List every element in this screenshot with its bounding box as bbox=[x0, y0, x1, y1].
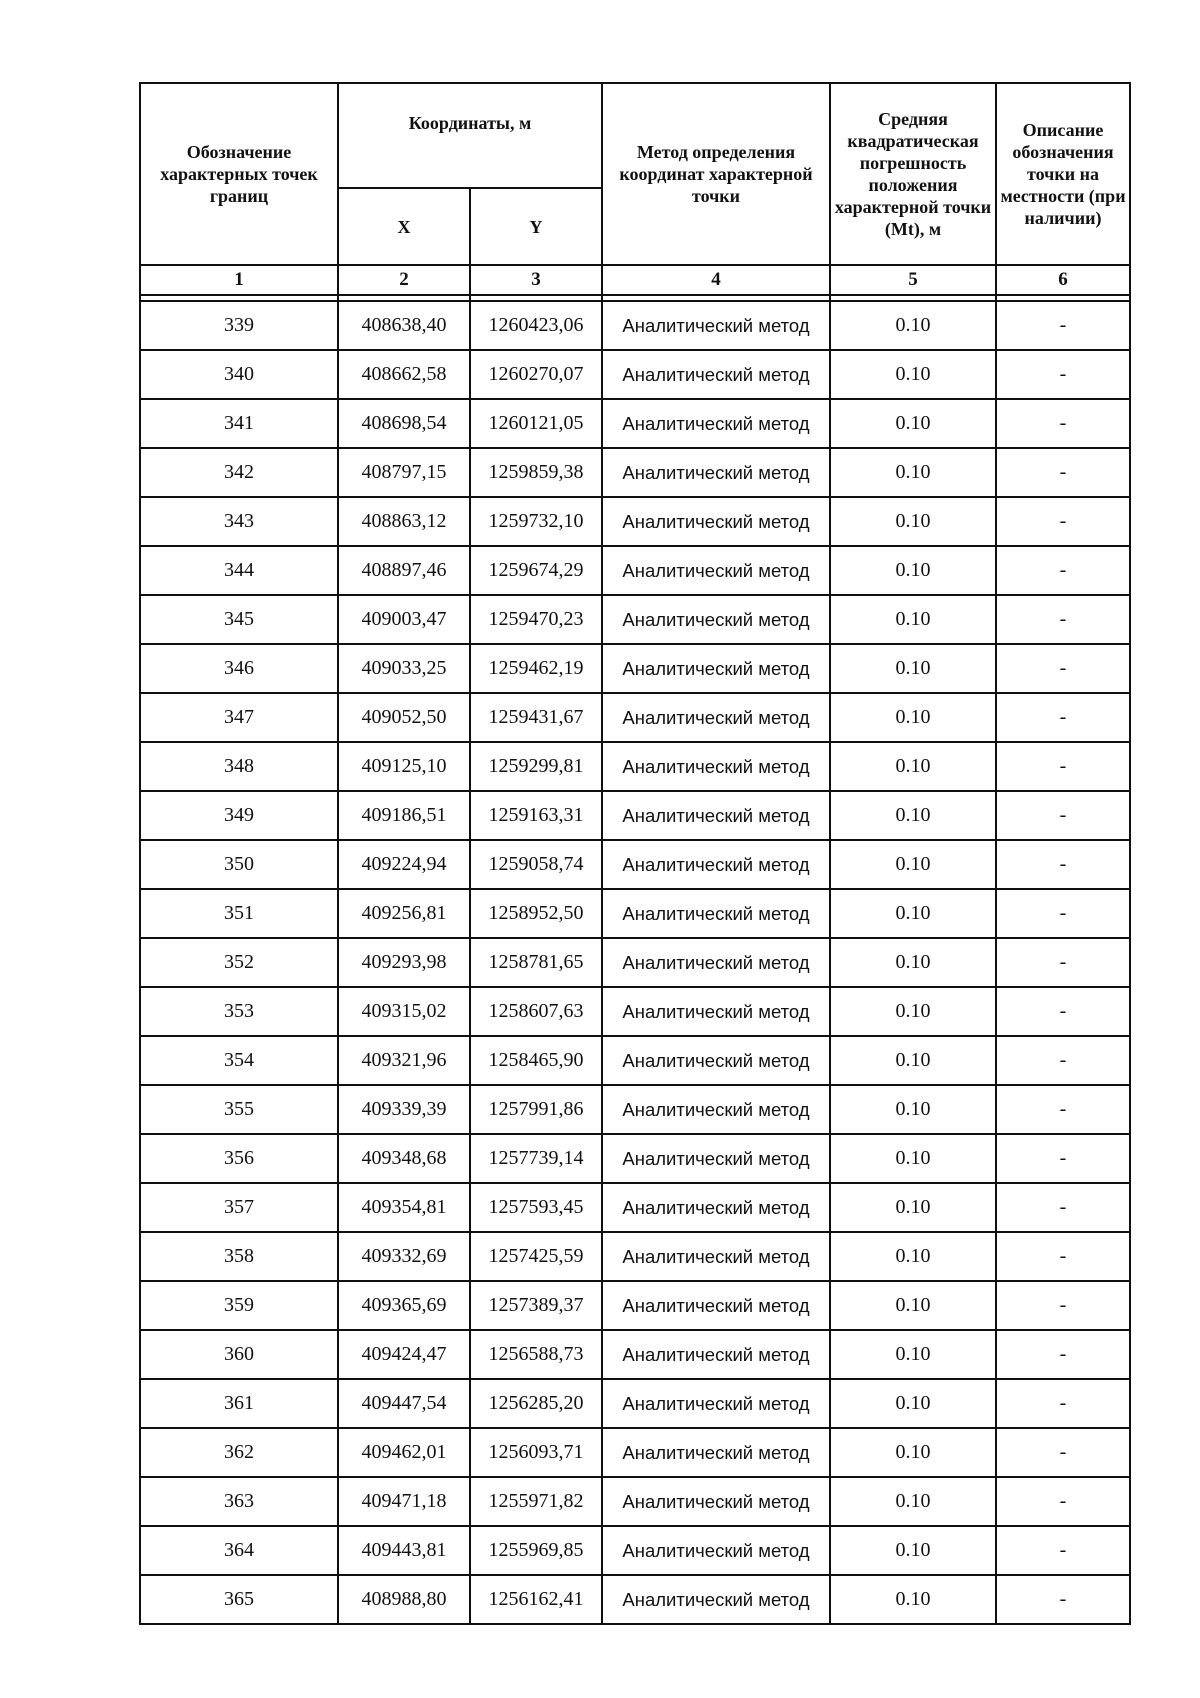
table-row bbox=[140, 1085, 1130, 1134]
method-cell: Аналитический метод bbox=[602, 791, 830, 840]
error-value-cell: 0.10 bbox=[830, 1085, 996, 1134]
description-cell: - bbox=[996, 301, 1130, 350]
method-cell: Аналитический метод bbox=[602, 644, 830, 693]
y-coordinate-cell: 1259163,31 bbox=[470, 791, 602, 840]
x-coordinate-cell: 409321,96 bbox=[338, 1036, 470, 1085]
method-cell: Аналитический метод bbox=[602, 1428, 830, 1477]
method-cell: Аналитический метод bbox=[602, 1379, 830, 1428]
header-point-description: Описание обозначения точки на местности (при наличии) bbox=[996, 83, 1130, 265]
table-row bbox=[140, 1232, 1130, 1281]
description-cell: - bbox=[996, 595, 1130, 644]
description-cell: - bbox=[996, 1232, 1130, 1281]
description-cell: - bbox=[996, 840, 1130, 889]
y-coordinate-cell: 1258607,63 bbox=[470, 987, 602, 1036]
table-row bbox=[140, 987, 1130, 1036]
x-coordinate-cell: 409471,18 bbox=[338, 1477, 470, 1526]
column-number: 1 bbox=[140, 265, 338, 295]
description-cell: - bbox=[996, 1183, 1130, 1232]
x-coordinate-cell: 409424,47 bbox=[338, 1330, 470, 1379]
method-cell: Аналитический метод bbox=[602, 1281, 830, 1330]
x-coordinate-cell: 409256,81 bbox=[338, 889, 470, 938]
description-cell: - bbox=[996, 399, 1130, 448]
description-cell: - bbox=[996, 1526, 1130, 1575]
method-cell: Аналитический метод bbox=[602, 301, 830, 350]
y-coordinate-cell: 1260423,06 bbox=[470, 301, 602, 350]
point-number-cell: 365 bbox=[140, 1575, 338, 1624]
error-value-cell: 0.10 bbox=[830, 1134, 996, 1183]
y-coordinate-cell: 1259674,29 bbox=[470, 546, 602, 595]
method-cell: Аналитический метод bbox=[602, 889, 830, 938]
table-row bbox=[140, 1036, 1130, 1085]
description-cell: - bbox=[996, 1134, 1130, 1183]
method-cell: Аналитический метод bbox=[602, 693, 830, 742]
y-coordinate-cell: 1258952,50 bbox=[470, 889, 602, 938]
header-y: Y bbox=[470, 188, 602, 265]
y-coordinate-cell: 1259431,67 bbox=[470, 693, 602, 742]
method-cell: Аналитический метод bbox=[602, 1134, 830, 1183]
x-coordinate-cell: 409125,10 bbox=[338, 742, 470, 791]
error-value-cell: 0.10 bbox=[830, 693, 996, 742]
x-coordinate-cell: 409315,02 bbox=[338, 987, 470, 1036]
x-coordinate-cell: 409462,01 bbox=[338, 1428, 470, 1477]
y-coordinate-cell: 1257593,45 bbox=[470, 1183, 602, 1232]
table-row bbox=[140, 693, 1130, 742]
table-row bbox=[140, 399, 1130, 448]
header-coordinates: Координаты, м bbox=[338, 83, 602, 188]
error-value-cell: 0.10 bbox=[830, 1281, 996, 1330]
x-coordinate-cell: 409354,81 bbox=[338, 1183, 470, 1232]
method-cell: Аналитический метод bbox=[602, 938, 830, 987]
y-coordinate-cell: 1258465,90 bbox=[470, 1036, 602, 1085]
point-number-cell: 354 bbox=[140, 1036, 338, 1085]
description-cell: - bbox=[996, 1330, 1130, 1379]
x-coordinate-cell: 408897,46 bbox=[338, 546, 470, 595]
table-row bbox=[140, 889, 1130, 938]
table-row bbox=[140, 448, 1130, 497]
description-cell: - bbox=[996, 791, 1130, 840]
point-number-cell: 364 bbox=[140, 1526, 338, 1575]
error-value-cell: 0.10 bbox=[830, 1379, 996, 1428]
x-coordinate-cell: 409293,98 bbox=[338, 938, 470, 987]
x-coordinate-cell: 409186,51 bbox=[338, 791, 470, 840]
table-row bbox=[140, 546, 1130, 595]
error-value-cell: 0.10 bbox=[830, 644, 996, 693]
description-cell: - bbox=[996, 1477, 1130, 1526]
description-cell: - bbox=[996, 350, 1130, 399]
description-cell: - bbox=[996, 889, 1130, 938]
error-value-cell: 0.10 bbox=[830, 497, 996, 546]
method-cell: Аналитический метод bbox=[602, 399, 830, 448]
description-cell: - bbox=[996, 742, 1130, 791]
point-number-cell: 362 bbox=[140, 1428, 338, 1477]
point-number-cell: 352 bbox=[140, 938, 338, 987]
point-number-cell: 358 bbox=[140, 1232, 338, 1281]
y-coordinate-cell: 1257389,37 bbox=[470, 1281, 602, 1330]
method-cell: Аналитический метод bbox=[602, 840, 830, 889]
error-value-cell: 0.10 bbox=[830, 448, 996, 497]
table-row bbox=[140, 1183, 1130, 1232]
table-row bbox=[140, 742, 1130, 791]
error-value-cell: 0.10 bbox=[830, 938, 996, 987]
description-cell: - bbox=[996, 693, 1130, 742]
description-cell: - bbox=[996, 938, 1130, 987]
point-number-cell: 353 bbox=[140, 987, 338, 1036]
point-number-cell: 340 bbox=[140, 350, 338, 399]
error-value-cell: 0.10 bbox=[830, 1036, 996, 1085]
error-value-cell: 0.10 bbox=[830, 889, 996, 938]
x-coordinate-cell: 409332,69 bbox=[338, 1232, 470, 1281]
point-number-cell: 357 bbox=[140, 1183, 338, 1232]
table-row bbox=[140, 497, 1130, 546]
description-cell: - bbox=[996, 644, 1130, 693]
description-cell: - bbox=[996, 1575, 1130, 1624]
method-cell: Аналитический метод bbox=[602, 350, 830, 399]
table-row bbox=[140, 1330, 1130, 1379]
table-row bbox=[140, 1134, 1130, 1183]
point-number-cell: 349 bbox=[140, 791, 338, 840]
y-coordinate-cell: 1259859,38 bbox=[470, 448, 602, 497]
method-cell: Аналитический метод bbox=[602, 1526, 830, 1575]
x-coordinate-cell: 408662,58 bbox=[338, 350, 470, 399]
error-value-cell: 0.10 bbox=[830, 399, 996, 448]
x-coordinate-cell: 409224,94 bbox=[338, 840, 470, 889]
method-cell: Аналитический метод bbox=[602, 1085, 830, 1134]
description-cell: - bbox=[996, 1379, 1130, 1428]
column-number: 5 bbox=[830, 265, 996, 295]
description-cell: - bbox=[996, 1428, 1130, 1477]
column-number: 4 bbox=[602, 265, 830, 295]
point-number-cell: 345 bbox=[140, 595, 338, 644]
y-coordinate-cell: 1257739,14 bbox=[470, 1134, 602, 1183]
y-coordinate-cell: 1259299,81 bbox=[470, 742, 602, 791]
table-row bbox=[140, 1477, 1130, 1526]
y-coordinate-cell: 1259462,19 bbox=[470, 644, 602, 693]
x-coordinate-cell: 409348,68 bbox=[338, 1134, 470, 1183]
header-mean-square-error: Средняя квадратическая погрешность положения характерной точки (Mt), м bbox=[830, 83, 996, 265]
table-row bbox=[140, 350, 1130, 399]
x-coordinate-cell: 409052,50 bbox=[338, 693, 470, 742]
y-coordinate-cell: 1259732,10 bbox=[470, 497, 602, 546]
header-method: Метод определения координат характерной точки bbox=[602, 83, 830, 265]
y-coordinate-cell: 1260121,05 bbox=[470, 399, 602, 448]
x-coordinate-cell: 408988,80 bbox=[338, 1575, 470, 1624]
method-cell: Аналитический метод bbox=[602, 1330, 830, 1379]
y-coordinate-cell: 1257425,59 bbox=[470, 1232, 602, 1281]
table-row bbox=[140, 1575, 1130, 1624]
error-value-cell: 0.10 bbox=[830, 1428, 996, 1477]
method-cell: Аналитический метод bbox=[602, 1575, 830, 1624]
error-value-cell: 0.10 bbox=[830, 1183, 996, 1232]
error-value-cell: 0.10 bbox=[830, 1477, 996, 1526]
point-number-cell: 360 bbox=[140, 1330, 338, 1379]
table-body bbox=[140, 295, 1130, 1624]
x-coordinate-cell: 409339,39 bbox=[338, 1085, 470, 1134]
point-number-cell: 347 bbox=[140, 693, 338, 742]
header-x: X bbox=[338, 188, 470, 265]
y-coordinate-cell: 1256093,71 bbox=[470, 1428, 602, 1477]
error-value-cell: 0.10 bbox=[830, 987, 996, 1036]
error-value-cell: 0.10 bbox=[830, 1232, 996, 1281]
method-cell: Аналитический метод bbox=[602, 1232, 830, 1281]
error-value-cell: 0.10 bbox=[830, 595, 996, 644]
x-coordinate-cell: 408638,40 bbox=[338, 301, 470, 350]
y-coordinate-cell: 1256162,41 bbox=[470, 1575, 602, 1624]
point-number-cell: 339 bbox=[140, 301, 338, 350]
description-cell: - bbox=[996, 1281, 1130, 1330]
description-cell: - bbox=[996, 546, 1130, 595]
table-row bbox=[140, 938, 1130, 987]
point-number-cell: 342 bbox=[140, 448, 338, 497]
column-number: 3 bbox=[470, 265, 602, 295]
x-coordinate-cell: 409447,54 bbox=[338, 1379, 470, 1428]
error-value-cell: 0.10 bbox=[830, 1526, 996, 1575]
point-number-cell: 361 bbox=[140, 1379, 338, 1428]
method-cell: Аналитический метод bbox=[602, 742, 830, 791]
table-row bbox=[140, 1428, 1130, 1477]
method-cell: Аналитический метод bbox=[602, 497, 830, 546]
y-coordinate-cell: 1256588,73 bbox=[470, 1330, 602, 1379]
description-cell: - bbox=[996, 1085, 1130, 1134]
table-row bbox=[140, 644, 1130, 693]
x-coordinate-cell: 408797,15 bbox=[338, 448, 470, 497]
point-number-cell: 351 bbox=[140, 889, 338, 938]
table-row bbox=[140, 1526, 1130, 1575]
error-value-cell: 0.10 bbox=[830, 791, 996, 840]
y-coordinate-cell: 1258781,65 bbox=[470, 938, 602, 987]
table-row bbox=[140, 595, 1130, 644]
table-row bbox=[140, 301, 1130, 350]
error-value-cell: 0.10 bbox=[830, 742, 996, 791]
method-cell: Аналитический метод bbox=[602, 595, 830, 644]
error-value-cell: 0.10 bbox=[830, 1330, 996, 1379]
point-number-cell: 350 bbox=[140, 840, 338, 889]
method-cell: Аналитический метод bbox=[602, 1036, 830, 1085]
error-value-cell: 0.10 bbox=[830, 350, 996, 399]
error-value-cell: 0.10 bbox=[830, 546, 996, 595]
method-cell: Аналитический метод bbox=[602, 546, 830, 595]
y-coordinate-cell: 1259470,23 bbox=[470, 595, 602, 644]
y-coordinate-cell: 1256285,20 bbox=[470, 1379, 602, 1428]
header-point-designation: Обозначение характерных точек границ bbox=[140, 83, 338, 265]
error-value-cell: 0.10 bbox=[830, 301, 996, 350]
x-coordinate-cell: 408698,54 bbox=[338, 399, 470, 448]
point-number-cell: 355 bbox=[140, 1085, 338, 1134]
point-number-cell: 363 bbox=[140, 1477, 338, 1526]
table-row bbox=[140, 840, 1130, 889]
coordinates-table bbox=[139, 82, 1131, 1625]
y-coordinate-cell: 1255969,85 bbox=[470, 1526, 602, 1575]
description-cell: - bbox=[996, 497, 1130, 546]
method-cell: Аналитический метод bbox=[602, 987, 830, 1036]
point-number-cell: 344 bbox=[140, 546, 338, 595]
y-coordinate-cell: 1257991,86 bbox=[470, 1085, 602, 1134]
method-cell: Аналитический метод bbox=[602, 1183, 830, 1232]
y-coordinate-cell: 1259058,74 bbox=[470, 840, 602, 889]
description-cell: - bbox=[996, 987, 1130, 1036]
y-coordinate-cell: 1260270,07 bbox=[470, 350, 602, 399]
column-number: 2 bbox=[338, 265, 470, 295]
x-coordinate-cell: 409443,81 bbox=[338, 1526, 470, 1575]
table-row bbox=[140, 1379, 1130, 1428]
x-coordinate-cell: 409003,47 bbox=[338, 595, 470, 644]
method-cell: Аналитический метод bbox=[602, 1477, 830, 1526]
point-number-cell: 359 bbox=[140, 1281, 338, 1330]
point-number-cell: 348 bbox=[140, 742, 338, 791]
table-row bbox=[140, 791, 1130, 840]
point-number-cell: 356 bbox=[140, 1134, 338, 1183]
error-value-cell: 0.10 bbox=[830, 840, 996, 889]
y-coordinate-cell: 1255971,82 bbox=[470, 1477, 602, 1526]
table-row bbox=[140, 1281, 1130, 1330]
error-value-cell: 0.10 bbox=[830, 1575, 996, 1624]
column-number: 6 bbox=[996, 265, 1130, 295]
point-number-cell: 346 bbox=[140, 644, 338, 693]
x-coordinate-cell: 408863,12 bbox=[338, 497, 470, 546]
point-number-cell: 343 bbox=[140, 497, 338, 546]
x-coordinate-cell: 409365,69 bbox=[338, 1281, 470, 1330]
x-coordinate-cell: 409033,25 bbox=[338, 644, 470, 693]
boundary-points-table bbox=[139, 82, 1131, 1625]
method-cell: Аналитический метод bbox=[602, 448, 830, 497]
description-cell: - bbox=[996, 1036, 1130, 1085]
point-number-cell: 341 bbox=[140, 399, 338, 448]
description-cell: - bbox=[996, 448, 1130, 497]
